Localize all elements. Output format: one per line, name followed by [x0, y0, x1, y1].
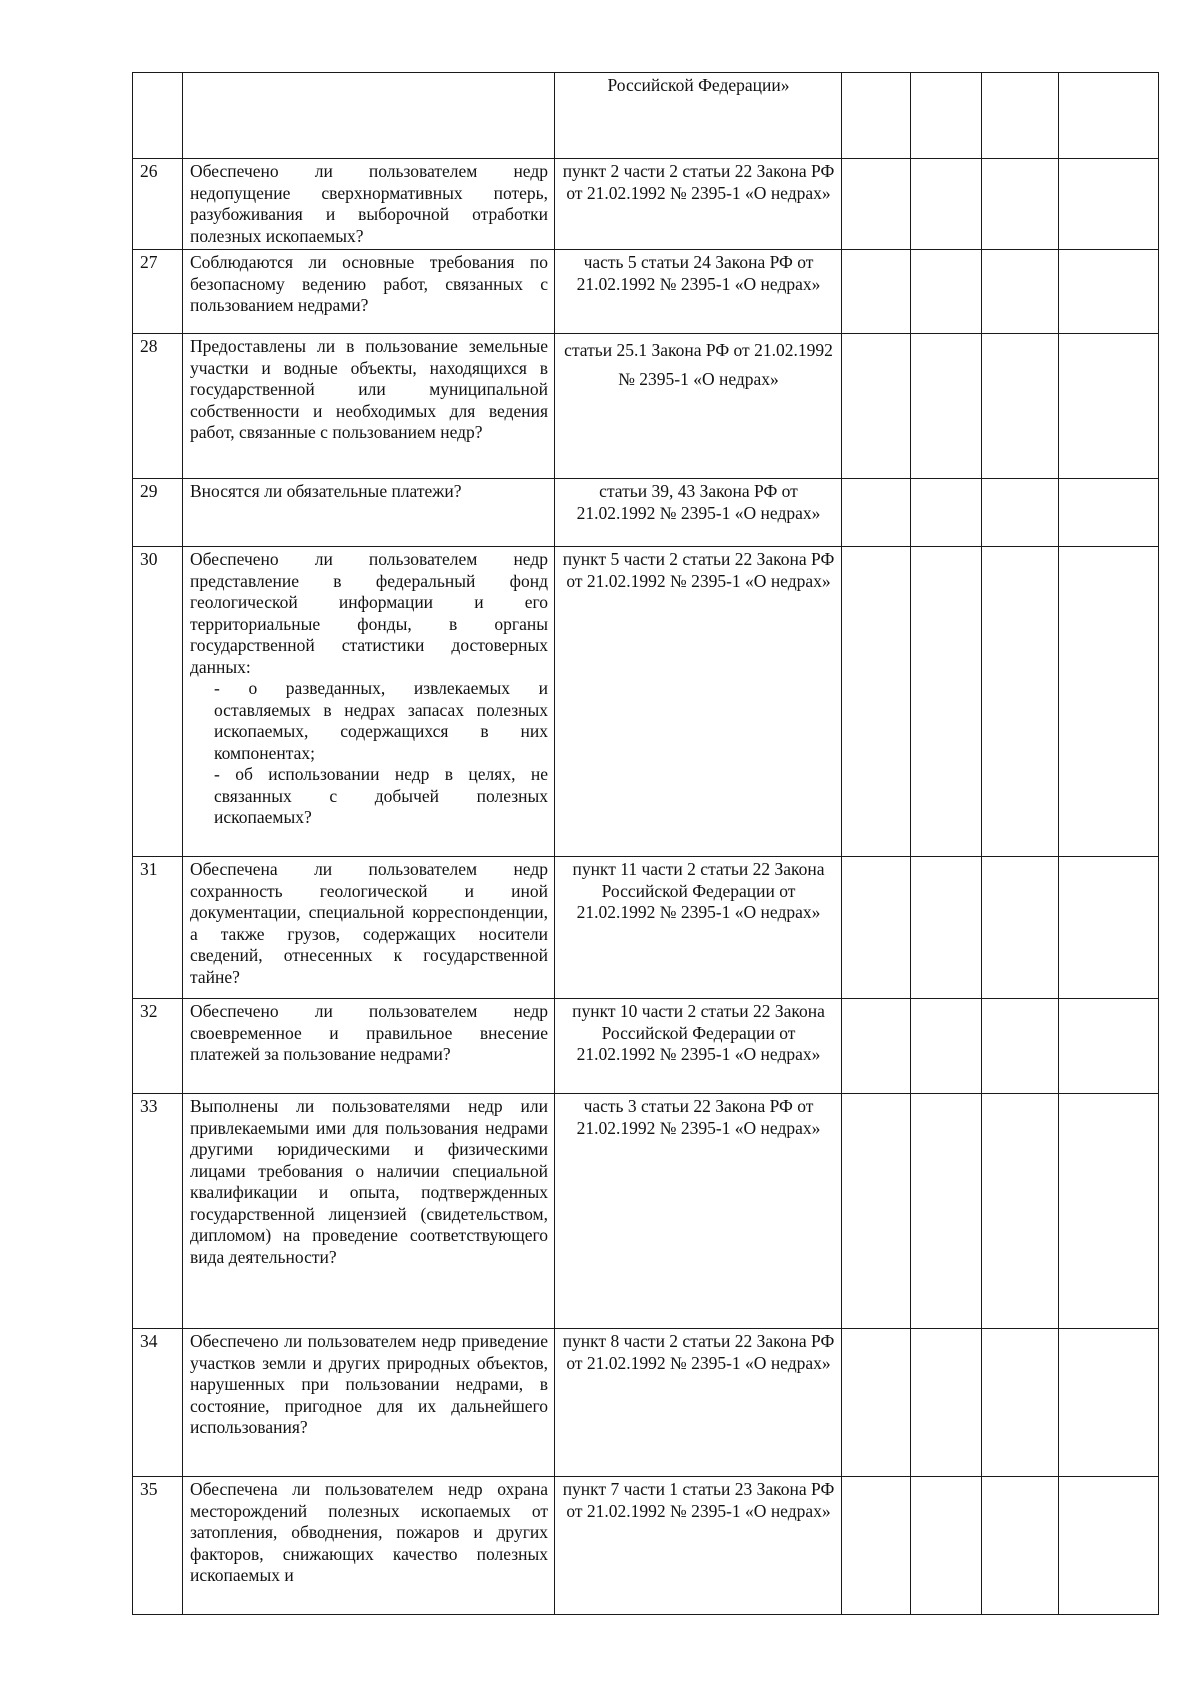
question-cell	[183, 250, 555, 334]
blank-cell	[911, 73, 982, 159]
blank-cell	[842, 999, 911, 1094]
row-number: 35	[133, 1477, 183, 1615]
blank-cell	[911, 1477, 982, 1615]
legal-reference: пункт 5 части 2 статьи 22 Закона РФ от 21.02.1992 № 2395-1 «О недрах»	[555, 547, 842, 857]
blank-cell	[982, 73, 1059, 159]
blank-cell	[911, 1094, 982, 1329]
blank-cell	[982, 250, 1059, 334]
question-text: Соблюдаются ли основные требования по безопасному ведению работ, связанных с пользованием недрами?	[190, 252, 548, 315]
row-number: 34	[133, 1329, 183, 1477]
legal-reference: Российской Федерации»	[555, 73, 842, 159]
blank-cell	[911, 999, 982, 1094]
table-row	[133, 1477, 1159, 1615]
row-number: 31	[133, 857, 183, 999]
legal-reference: пункт 10 части 2 статьи 22 Закона Российской Федерации от 21.02.1992 № 2395-1 «О недрах»	[555, 999, 842, 1094]
blank-cell	[1059, 1329, 1159, 1477]
blank-cell	[911, 334, 982, 479]
table-row	[133, 1094, 1159, 1329]
document-page	[132, 72, 1158, 1615]
blank-cell	[842, 250, 911, 334]
blank-cell	[982, 547, 1059, 857]
blank-cell	[1059, 334, 1159, 479]
table-row	[133, 73, 1159, 159]
legal-reference: часть 3 статьи 22 Закона РФ от 21.02.1992 № 2395-1 «О недрах»	[555, 1094, 842, 1329]
blank-cell	[842, 479, 911, 547]
legal-reference: пункт 7 части 1 статьи 23 Закона РФ от 21.02.1992 № 2395-1 «О недрах»	[555, 1477, 842, 1615]
row-number: 29	[133, 479, 183, 547]
blank-cell	[982, 334, 1059, 479]
question-text: Обеспечена ли пользователем недр охрана месторождений полезных ископаемых от затопления, обводнения, пожаров и других факторов, снижающих качество полезных ископаемых и	[190, 1479, 548, 1585]
blank-cell	[842, 857, 911, 999]
question-subitem: - о разведанных, извлекаемых и оставляемых в недрах запасах полезных ископаемых, содержащихся в них компонентах;	[214, 678, 548, 763]
row-number	[133, 73, 183, 159]
legal-reference: пункт 11 части 2 статьи 22 Закона Российской Федерации от 21.02.1992 № 2395-1 «О недрах»	[555, 857, 842, 999]
table-row	[133, 1329, 1159, 1477]
row-number: 28	[133, 334, 183, 479]
blank-cell	[1059, 857, 1159, 999]
table-row	[133, 999, 1159, 1094]
table-row	[133, 334, 1159, 479]
row-number: 32	[133, 999, 183, 1094]
blank-cell	[911, 1329, 982, 1477]
blank-cell	[842, 334, 911, 479]
question-text: Обеспечено ли пользователем недр своевременное и правильное внесение платежей за пользование недрами?	[190, 1001, 548, 1064]
question-text: Вносятся ли обязательные платежи?	[190, 481, 462, 501]
row-number: 33	[133, 1094, 183, 1329]
blank-cell	[982, 479, 1059, 547]
question-cell	[183, 547, 555, 857]
blank-cell	[1059, 479, 1159, 547]
blank-cell	[911, 547, 982, 857]
blank-cell	[842, 1329, 911, 1477]
blank-cell	[911, 250, 982, 334]
legal-reference: пункт 8 части 2 статьи 22 Закона РФ от 21.02.1992 № 2395-1 «О недрах»	[555, 1329, 842, 1477]
question-cell	[183, 479, 555, 547]
question-cell	[183, 159, 555, 250]
row-number: 30	[133, 547, 183, 857]
question-cell	[183, 1094, 555, 1329]
question-cell	[183, 334, 555, 479]
blank-cell	[842, 547, 911, 857]
question-subitem: - об использовании недр в целях, не связанных с добычей полезных ископаемых?	[214, 764, 548, 827]
legal-reference: статьи 25.1 Закона РФ от 21.02.1992 № 2395-1 «О недрах»	[555, 334, 842, 479]
blank-cell	[911, 857, 982, 999]
question-text: Обеспечено ли пользователем недр приведение участков земли и других природных объектов, нарушенных при пользовании недрами, в состояние, пригодное для их дальнейшего использования?	[190, 1331, 548, 1437]
question-cell	[183, 1329, 555, 1477]
blank-cell	[842, 159, 911, 250]
blank-cell	[982, 857, 1059, 999]
legal-reference: часть 5 статьи 24 Закона РФ от 21.02.1992 № 2395-1 «О недрах»	[555, 250, 842, 334]
blank-cell	[842, 73, 911, 159]
blank-cell	[982, 1329, 1059, 1477]
question-cell	[183, 73, 555, 159]
question-cell	[183, 1477, 555, 1615]
blank-cell	[1059, 547, 1159, 857]
blank-cell	[1059, 250, 1159, 334]
question-text: Выполнены ли пользователями недр или привлекаемыми ими для пользования недрами другими юридическими и физическими лицами требования о наличии специальной квалификации и опыта, подтвержденных государственной лицензией (свидетельством, дипломом) на проведение соответствующего вида деятельности?	[190, 1096, 548, 1267]
question-text: Обеспечено ли пользователем недр недопущение сверхнормативных потерь, разубоживания и выборочной отработки полезных ископаемых?	[190, 161, 548, 246]
blank-cell	[1059, 1477, 1159, 1615]
question-text: Обеспечено ли пользователем недр представление в федеральный фонд геологической информации и его территориальные фонды, в органы государственной статистики достоверных данных:	[190, 549, 548, 677]
legal-reference: пункт 2 части 2 статьи 22 Закона РФ от 21.02.1992 № 2395-1 «О недрах»	[555, 159, 842, 250]
question-text: Предоставлены ли в пользование земельные участки и водные объекты, находящихся в государственной или муниципальной собственности и необходимых для ведения работ, связанные с пользованием недр?	[190, 336, 548, 442]
question-text: Обеспечена ли пользователем недр сохранность геологической и иной документации, специальной корреспонденции, а также грузов, содержащих носители сведений, отнесенных к государственной тайне?	[190, 859, 548, 987]
table-row	[133, 547, 1159, 857]
table-row	[133, 479, 1159, 547]
blank-cell	[1059, 159, 1159, 250]
question-cell	[183, 999, 555, 1094]
blank-cell	[1059, 999, 1159, 1094]
row-number: 27	[133, 250, 183, 334]
row-number: 26	[133, 159, 183, 250]
blank-cell	[982, 159, 1059, 250]
legal-reference: статьи 39, 43 Закона РФ от 21.02.1992 № 2395-1 «О недрах»	[555, 479, 842, 547]
blank-cell	[982, 1094, 1059, 1329]
blank-cell	[1059, 73, 1159, 159]
blank-cell	[911, 479, 982, 547]
table-row	[133, 250, 1159, 334]
blank-cell	[1059, 1094, 1159, 1329]
blank-cell	[982, 999, 1059, 1094]
checklist-table	[132, 72, 1159, 1615]
table-row	[133, 159, 1159, 250]
question-cell	[183, 857, 555, 999]
blank-cell	[982, 1477, 1059, 1615]
table-row	[133, 857, 1159, 999]
blank-cell	[842, 1477, 911, 1615]
blank-cell	[911, 159, 982, 250]
blank-cell	[842, 1094, 911, 1329]
